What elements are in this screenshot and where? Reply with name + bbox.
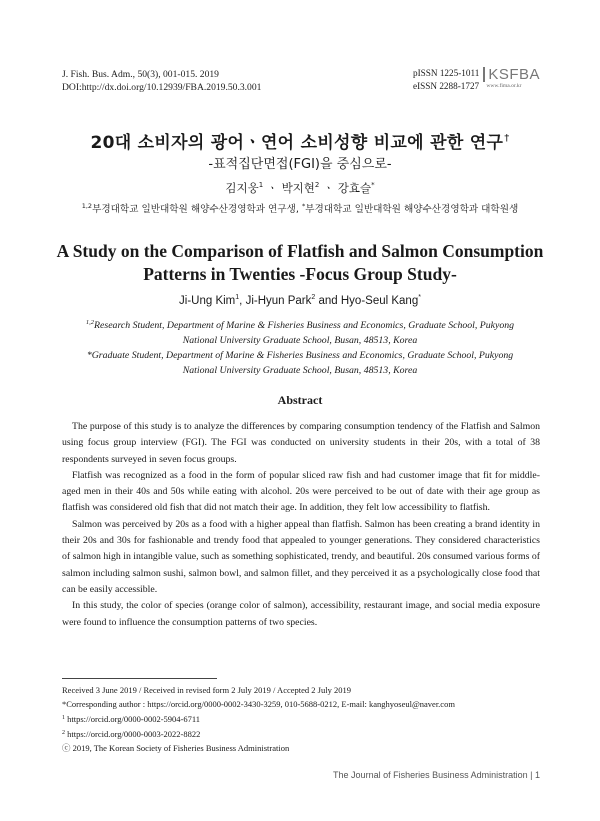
pissn: pISSN 1225-1011 (413, 68, 480, 78)
issn-block (413, 67, 540, 92)
en-author-1-sup: 1 (235, 294, 240, 301)
korean-subtitle: -표적집단면접(FGI)을 중심으로- (208, 157, 392, 172)
kr-author-2-sup: 2 (314, 181, 320, 189)
en-affil-2: *Graduate Student, Department of Marine & Fisheries Business and Economics, Graduate School, Pukyong National University Graduate School, Busan, 48513, Korea (86, 350, 514, 376)
kr-author-sep: ㆍ (263, 181, 282, 195)
en-author-1: Ji-Ung Kim (179, 295, 236, 307)
korean-affiliation (80, 199, 520, 217)
kr-author-3: 강효슬 (337, 181, 372, 195)
en-affil-1 (70, 316, 530, 348)
page-number: 1 (534, 770, 540, 780)
orcid-1 (62, 711, 455, 726)
footer-journal: The Journal of Fisheries Business Administration (333, 770, 528, 780)
journal-citation: J. Fish. Bus. Adm., 50(3), 001-015. 2019 (62, 69, 219, 80)
kr-affil-sup-2: * (301, 202, 306, 210)
logo-mark: KSFBA (483, 67, 540, 82)
kr-affil-text-2: 부경대학교 일반대학원 해양수산경영학과 대학원생 (305, 204, 519, 215)
journal-header (62, 68, 261, 94)
en-author-sep: and (315, 295, 341, 307)
en-author-2: Ji-Hyun Park (245, 295, 312, 307)
footnote-divider (62, 678, 217, 679)
title-footnote-mark: † (504, 133, 510, 144)
orcid-1-link[interactable]: https://orcid.org/0000-0002-5904-6711 (67, 714, 201, 724)
corresponding-author: *Corresponding author : https://orcid.org/0000-0002-3430-3259, 010-5688-0212, E-mail: kanghyoseul@naver.com (62, 699, 455, 709)
kr-affil-sup: 1,2 (81, 202, 93, 210)
en-affil-1-text: Research Student, Department of Marine & Fisheries Business and Economics, Graduate School, Pukyong National University Graduate School, Busan, 48513, Korea (94, 320, 515, 346)
eissn: eISSN 2288-1727 (413, 80, 480, 91)
kr-author-sep: ㆍ (319, 181, 338, 195)
kr-author-2: 박지현 (281, 181, 315, 195)
english-title: A Study on the Comparison of Flatfish and Salmon Consumption Patterns in Twenties -Focus Group Study- (56, 241, 544, 284)
abstract-paragraph: Salmon was perceived by 20s as a food with a higher appeal than flatfish. Salmon has been creating a brand identity in their 20s and 30s for fashionable and trendy food that appealed to younger generations. They considered characteristics of salmon high in intangible value, such as something sophisticated, trendy, and beautiful. 20s consumed various forms of salmon including salmon sushi, salmon bowl, and salmon fillet, and they perceived it as a psychologically close food that can be easily accessible. (62, 518, 540, 595)
abstract-paragraph: The purpose of this study is to analyze the differences by comparing consumption tendency of the Flatfish and Salmon using focus group interview (FGI). The FGI was conducted on university students in their 20s, with a total of 38 respondents surveyed in seven focus groups. (62, 421, 540, 465)
doi-link[interactable]: DOI:http://dx.doi.org/10.12939/FBA.2019.50.3.001 (62, 82, 262, 93)
english-authors (0, 294, 600, 307)
orcid-2-link[interactable]: https://orcid.org/0000-0003-2022-8822 (67, 729, 201, 739)
abstract-body (62, 419, 540, 631)
abstract-heading: Abstract (277, 393, 323, 407)
english-affiliations (70, 316, 530, 379)
footnotes (62, 683, 455, 755)
copyright: ⓒ 2019, The Korean Society of Fisheries Business Administration (62, 743, 290, 753)
en-affil-1-sup: 1,2 (85, 319, 95, 326)
korean-title-text: 20대 소비자의 광어ㆍ연어 소비성향 비교에 관한 연구 (90, 133, 504, 153)
en-author-3: Hyo-Seul Kang (340, 295, 419, 307)
korean-title (0, 128, 600, 153)
orcid-2-sup: 2 (62, 730, 65, 736)
abstract-paragraph: In this study, the color of species (orange color of salmon), accessibility, restaurant image, and social media exposure were found to influence the consumption patterns of two species. (62, 600, 540, 628)
kr-author-1: 김지웅 (225, 181, 259, 195)
received-dates: Received 3 June 2019 / Received in revised form 2 July 2019 / Accepted 2 July 2019 (62, 685, 351, 695)
ksfba-logo (483, 67, 540, 89)
en-author-sep: , (239, 295, 246, 307)
page-footer (333, 770, 540, 780)
korean-authors (0, 180, 600, 196)
kr-affil-text-1: 부경대학교 일반대학원 해양수산경영학과 연구생, (92, 204, 302, 215)
orcid-1-sup: 1 (62, 715, 65, 721)
en-author-2-sup: 2 (311, 294, 316, 301)
logo-url: www.fima.or.kr (486, 83, 522, 89)
kr-author-3-sup: * (371, 181, 375, 189)
footer-sep: | (527, 770, 535, 780)
orcid-2 (62, 726, 455, 741)
en-author-3-sup: * (418, 294, 421, 301)
kr-author-1-sup: 1 (258, 181, 264, 189)
abstract-paragraph: Flatfish was recognized as a food in the form of popular sliced raw fish and had customer image that fit for middle-aged men in their 40s and 50s while eating with alcohol. 20s were perceived to be out of date with their age group as flatfish was considered old fish that did not match their age. In addition, they felt low accessibility to flatfish. (62, 469, 540, 514)
